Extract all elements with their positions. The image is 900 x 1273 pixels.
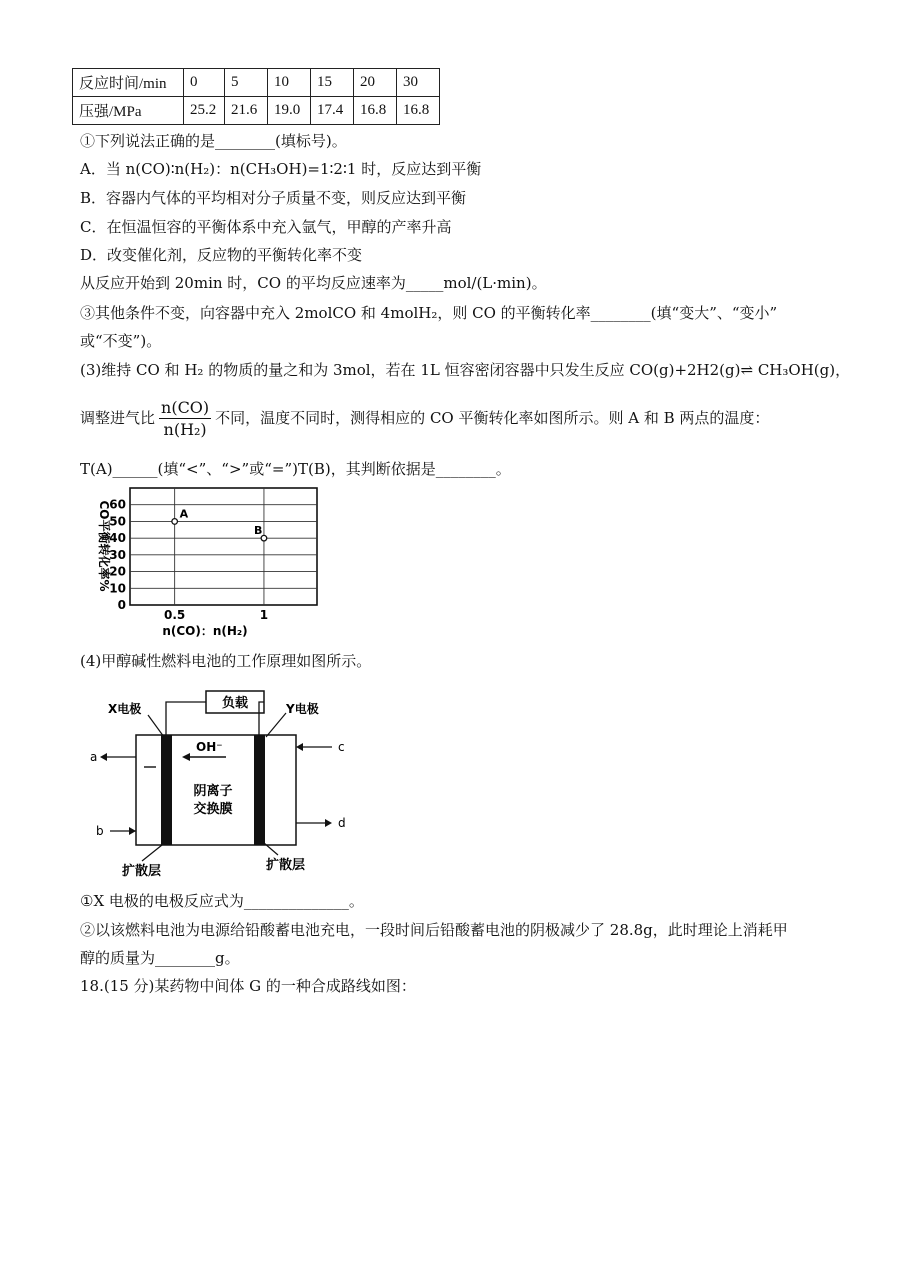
y-electrode-pointer	[266, 713, 286, 737]
section-title: (4)甲醇碱性燃料电池的工作原理如图所示。	[80, 652, 372, 670]
table-cell: 30	[397, 69, 440, 97]
table-cell: 0	[184, 69, 225, 97]
membrane-label-2: 交换膜	[193, 802, 233, 817]
hydroxide-ion-label: OH⁻	[196, 740, 223, 754]
port-a-arrow-head	[100, 753, 107, 761]
question-line: ②以该燃料电池为电源给铅酸蓄电池充电，一段时间后铅酸蓄电池的阴极减少了 28.8g，此时理论上消耗甲	[80, 921, 788, 939]
port-d-arrow-head	[325, 819, 332, 827]
y-tick-label: 50	[109, 514, 126, 529]
x-axis-label: n(CO)：n(H₂)	[162, 624, 248, 638]
pressure-time-table	[72, 68, 440, 125]
x-electrode	[161, 735, 172, 845]
y-tick-label: 60	[109, 497, 126, 512]
fuel-cell-diagram	[86, 685, 356, 885]
table-cell: 5	[225, 69, 268, 97]
x-electrode-label: X电极	[108, 702, 142, 716]
y-axis-label: CO平衡转化率%	[97, 500, 111, 592]
port-c-label: c	[338, 740, 345, 754]
fraction-denominator: n(H₂)	[163, 419, 207, 439]
port-b-arrow-head	[129, 827, 136, 835]
x-tick-label: 0.5	[164, 608, 186, 622]
table-cell: 16.8	[397, 97, 440, 125]
table-cell: 压强/MPa	[73, 97, 184, 125]
option-c: C．在恒温恒容的平衡体系中充入氩气，甲醇的产率升高	[80, 218, 452, 236]
ion-arrow-head	[182, 753, 190, 761]
port-b-label: b	[96, 824, 104, 838]
question-line	[80, 396, 769, 441]
y-tick-label: 0	[117, 598, 126, 612]
table-cell: 25.2	[184, 97, 225, 125]
question-line: T(A)______(填“<”、“>”或“=”)T(B)，其判断依据是________。	[80, 460, 511, 478]
membrane-label-1: 阴离子	[193, 784, 233, 799]
port-c-arrow-head	[296, 743, 303, 751]
gas-ratio-fraction	[159, 398, 211, 441]
port-a-label: a	[90, 750, 98, 764]
y-tick-label: 30	[109, 547, 126, 562]
table-cell: 16.8	[354, 97, 397, 125]
y-electrode	[254, 735, 265, 845]
question-line: 从反应开始到 20min 时，CO 的平均反应速率为_____mol/(L·min)。	[80, 274, 547, 292]
option-a: A．当 n(CO)∶n(H₂)：n(CH₃OH)=1∶2∶1 时，反应达到平衡	[80, 160, 482, 178]
wire-left	[166, 702, 206, 735]
question-line: ①X 电极的电极反应式为______________。	[80, 892, 364, 910]
question-line: 醇的质量为________g。	[80, 949, 240, 967]
load-label: 负载	[221, 696, 249, 711]
table-cell: 10	[268, 69, 311, 97]
data-point	[172, 519, 178, 525]
text-span: 调整进气比	[80, 409, 156, 427]
x-tick-label: 1	[259, 608, 269, 622]
option-b: B．容器内气体的平均相对分子质量不变，则反应达到平衡	[80, 189, 467, 207]
x-electrode-pointer	[148, 715, 164, 737]
conversion-chart	[80, 480, 330, 642]
table-cell: 21.6	[225, 97, 268, 125]
table-row	[73, 69, 440, 97]
question-line: 或“不变”)。	[80, 332, 162, 350]
y-electrode-label: Y电极	[286, 702, 319, 716]
table-cell: 17.4	[311, 97, 354, 125]
question-title: 18.(15 分)某药物中间体 G 的一种合成路线如图：	[80, 977, 416, 995]
port-d-label: d	[338, 816, 346, 830]
option-d: D．改变催化剂，反应物的平衡转化率不变	[80, 246, 363, 264]
chart-layer	[109, 488, 330, 622]
data-point-label: A	[179, 507, 189, 521]
diffusion-layer-left: 扩散层	[122, 864, 162, 879]
diffusion-pointer-left	[142, 845, 162, 861]
question-line: (3)维持 CO 和 H₂ 的物质的量之和为 3mol，若在 1L 恒容密闭容器中只发生反应 CO(g)+2H2(g)⇌ CH₃OH(g)，	[80, 361, 851, 379]
y-tick-label: 40	[109, 531, 126, 546]
table-cell: 20	[354, 69, 397, 97]
question-line: ①下列说法正确的是________(填标号)。	[80, 132, 347, 150]
plot-frame	[130, 488, 317, 605]
y-tick-label: 20	[109, 564, 126, 579]
table-cell: 15	[311, 69, 354, 97]
data-point-label: B	[253, 524, 263, 538]
fraction-numerator: n(CO)	[161, 397, 210, 417]
table-cell: 反应时间/min	[73, 69, 184, 97]
table-cell: 19.0	[268, 97, 311, 125]
table-row	[73, 97, 440, 125]
y-tick-label: 10	[109, 581, 126, 596]
question-line: ③其他条件不变，向容器中充入 2molCO 和 4molH₂，则 CO 的平衡转化率________(填“变大”、“变小”	[80, 304, 778, 322]
text-span: 不同，温度不同时，测得相应的 CO 平衡转化率如图所示。则 A 和 B 两点的温度：	[215, 409, 770, 427]
diffusion-layer-right: 扩散层	[266, 858, 306, 873]
